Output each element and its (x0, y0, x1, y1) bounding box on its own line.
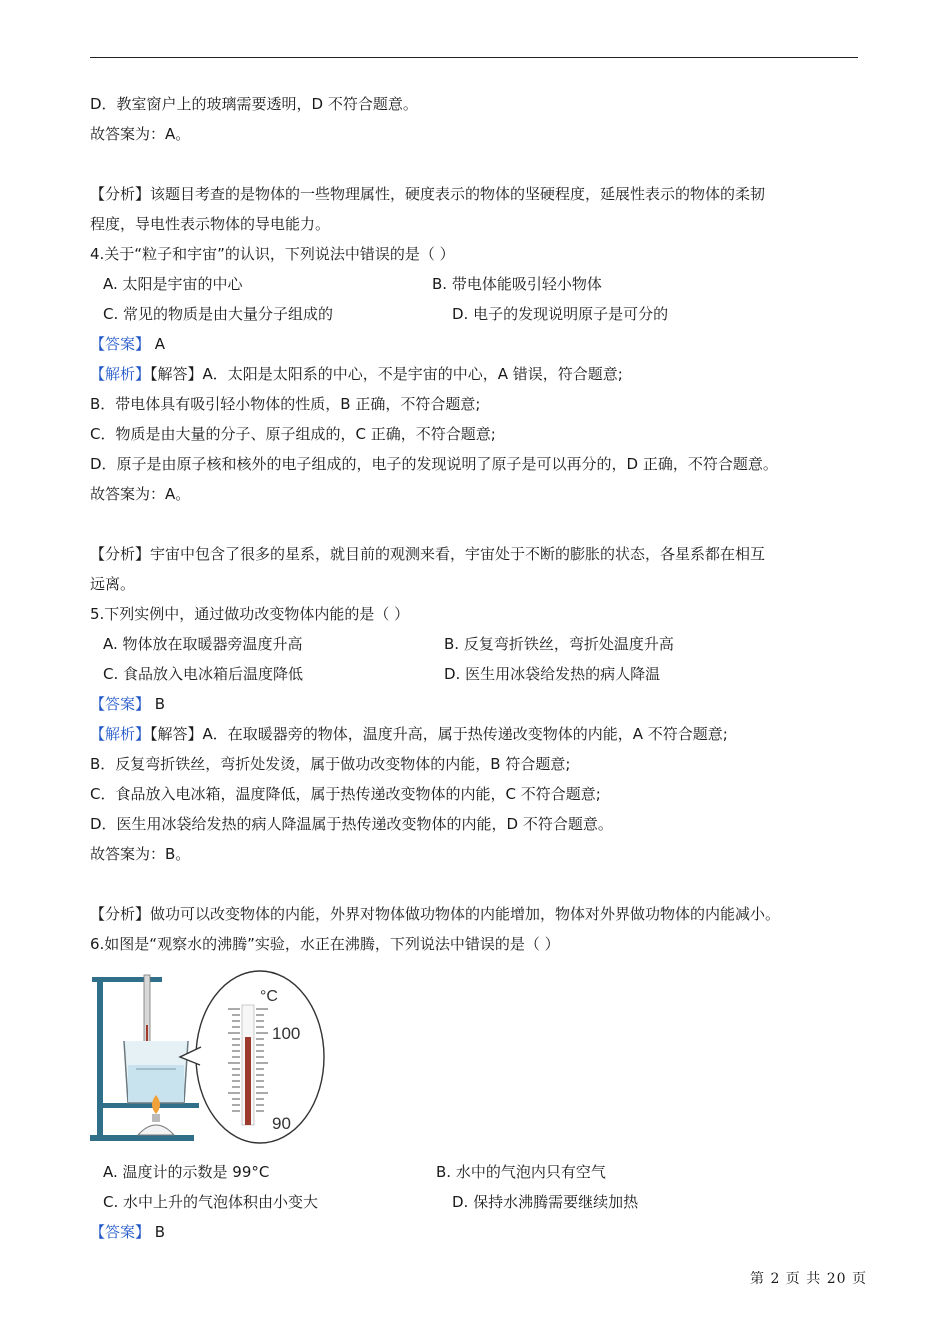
answer-tag: 【答案】 (90, 335, 151, 353)
q4-stem: 4.关于“粒子和宇宙”的认识，下列说法中错误的是（ ） (90, 245, 455, 263)
q4-solution-line-3: C．物质是由大量的分子、原子组成的，C 正确，不符合题意; (90, 425, 496, 443)
q5-solution-line-4: D．医生用冰袋给发热的病人降温属于热传递改变物体的内能，D 不符合题意。 (90, 815, 613, 833)
q4-option-b: B. 带电体能吸引轻小物体 (432, 275, 602, 293)
solution-text: 【解答】A．太阳是太阳系的中心，不是宇宙的中心，A 错误，符合题意; (150, 365, 623, 383)
q5-solution-line-1 (90, 724, 728, 744)
q4-analysis-line-2: 远离。 (90, 575, 136, 593)
q6-option-b: B. 水中的气泡内只有空气 (436, 1163, 606, 1181)
alcohol-lamp (138, 1125, 174, 1135)
q5-answer (90, 694, 165, 714)
answer-tag: 【答案】 (90, 1223, 151, 1241)
q3-conclusion: 故答案为：A。 (90, 125, 191, 143)
q6-option-c: C. 水中上升的气泡体积由小变大 (103, 1193, 319, 1211)
scale-label-90: 90 (272, 1114, 291, 1133)
stand-clamp-arm (92, 977, 162, 982)
answer-tag: 【答案】 (90, 695, 151, 713)
boiling-experiment-figure (88, 965, 328, 1147)
q5-option-a: A. 物体放在取暖器旁温度升高 (103, 635, 303, 653)
q4-conclusion: 故答案为：A。 (90, 485, 191, 503)
q3-line-d: D．教室窗户上的玻璃需要透明，D 不符合题意。 (90, 95, 418, 113)
page-footer: 第 2 页 共 20 页 (750, 1271, 867, 1287)
header-rule (90, 57, 858, 58)
q3-analysis-line-1: 【分析】该题目考查的是物体的一些物理属性，硬度表示的物体的坚硬程度，延展性表示的物体的柔韧 (90, 185, 766, 203)
q4-solution-line-2: B．带电体具有吸引轻小物体的性质，B 正确，不符合题意; (90, 395, 481, 413)
q4-option-a: A. 太阳是宇宙的中心 (103, 275, 243, 293)
q6-answer (90, 1222, 165, 1242)
q5-option-d: D. 医生用冰袋给发热的病人降温 (444, 665, 661, 683)
q3-analysis-line-2: 程度，导电性表示物体的导电能力。 (90, 215, 331, 233)
q5-analysis-line-1: 【分析】做功可以改变物体的内能，外界对物体做功物体的内能增加，物体对外界做功物体的内能减小。 (90, 905, 781, 923)
q6-option-d: D. 保持水沸腾需要继续加热 (452, 1193, 639, 1211)
scale-mercury (245, 1037, 251, 1125)
solution-tag: 【解析】 (90, 725, 151, 743)
solution-tag: 【解析】 (90, 365, 151, 383)
q4-option-c: C. 常见的物质是由大量分子组成的 (103, 305, 334, 323)
q6-stem: 6.如图是“观察水的沸腾”实验，水正在沸腾，下列说法中错误的是（ ） (90, 935, 560, 953)
q4-analysis-line-1: 【分析】宇宙中包含了很多的星系，就目前的观测来看，宇宙处于不断的膨胀的状态，各星系都在相互 (90, 545, 766, 563)
q4-answer (90, 334, 165, 354)
q4-solution-line-1 (90, 364, 623, 384)
q5-solution-line-3: C．食品放入电冰箱，温度降低，属于热传递改变物体的内能，C 不符合题意; (90, 785, 601, 803)
scale-unit: °C (260, 988, 278, 1005)
q6-option-a: A. 温度计的示数是 99°C (103, 1163, 270, 1181)
q5-solution-line-2: B．反复弯折铁丝，弯折处发烫，属于做功改变物体的内能，B 符合题意; (90, 755, 571, 773)
q5-stem: 5.下列实例中，通过做功改变物体内能的是（ ） (90, 605, 410, 623)
answer-value: B (154, 1223, 166, 1241)
q5-option-c: C. 食品放入电冰箱后温度降低 (103, 665, 304, 683)
q5-conclusion: 故答案为：B。 (90, 845, 191, 863)
q4-option-d: D. 电子的发现说明原子是可分的 (452, 305, 669, 323)
lamp-wick (152, 1114, 160, 1122)
q5-option-b: B. 反复弯折铁丝，弯折处温度升高 (444, 635, 674, 653)
q4-solution-line-4: D．原子是由原子核和核外的电子组成的，电子的发现说明了原子是可以再分的，D 正确，不符合题意。 (90, 455, 778, 473)
answer-value: A (154, 335, 166, 353)
solution-text: 【解答】A．在取暖器旁的物体，温度升高，属于热传递改变物体的内能，A 不符合题意; (150, 725, 728, 743)
stand-base (90, 1135, 194, 1141)
scale-label-100: 100 (272, 1024, 301, 1043)
stand-pole (97, 977, 103, 1137)
answer-value: B (154, 695, 166, 713)
